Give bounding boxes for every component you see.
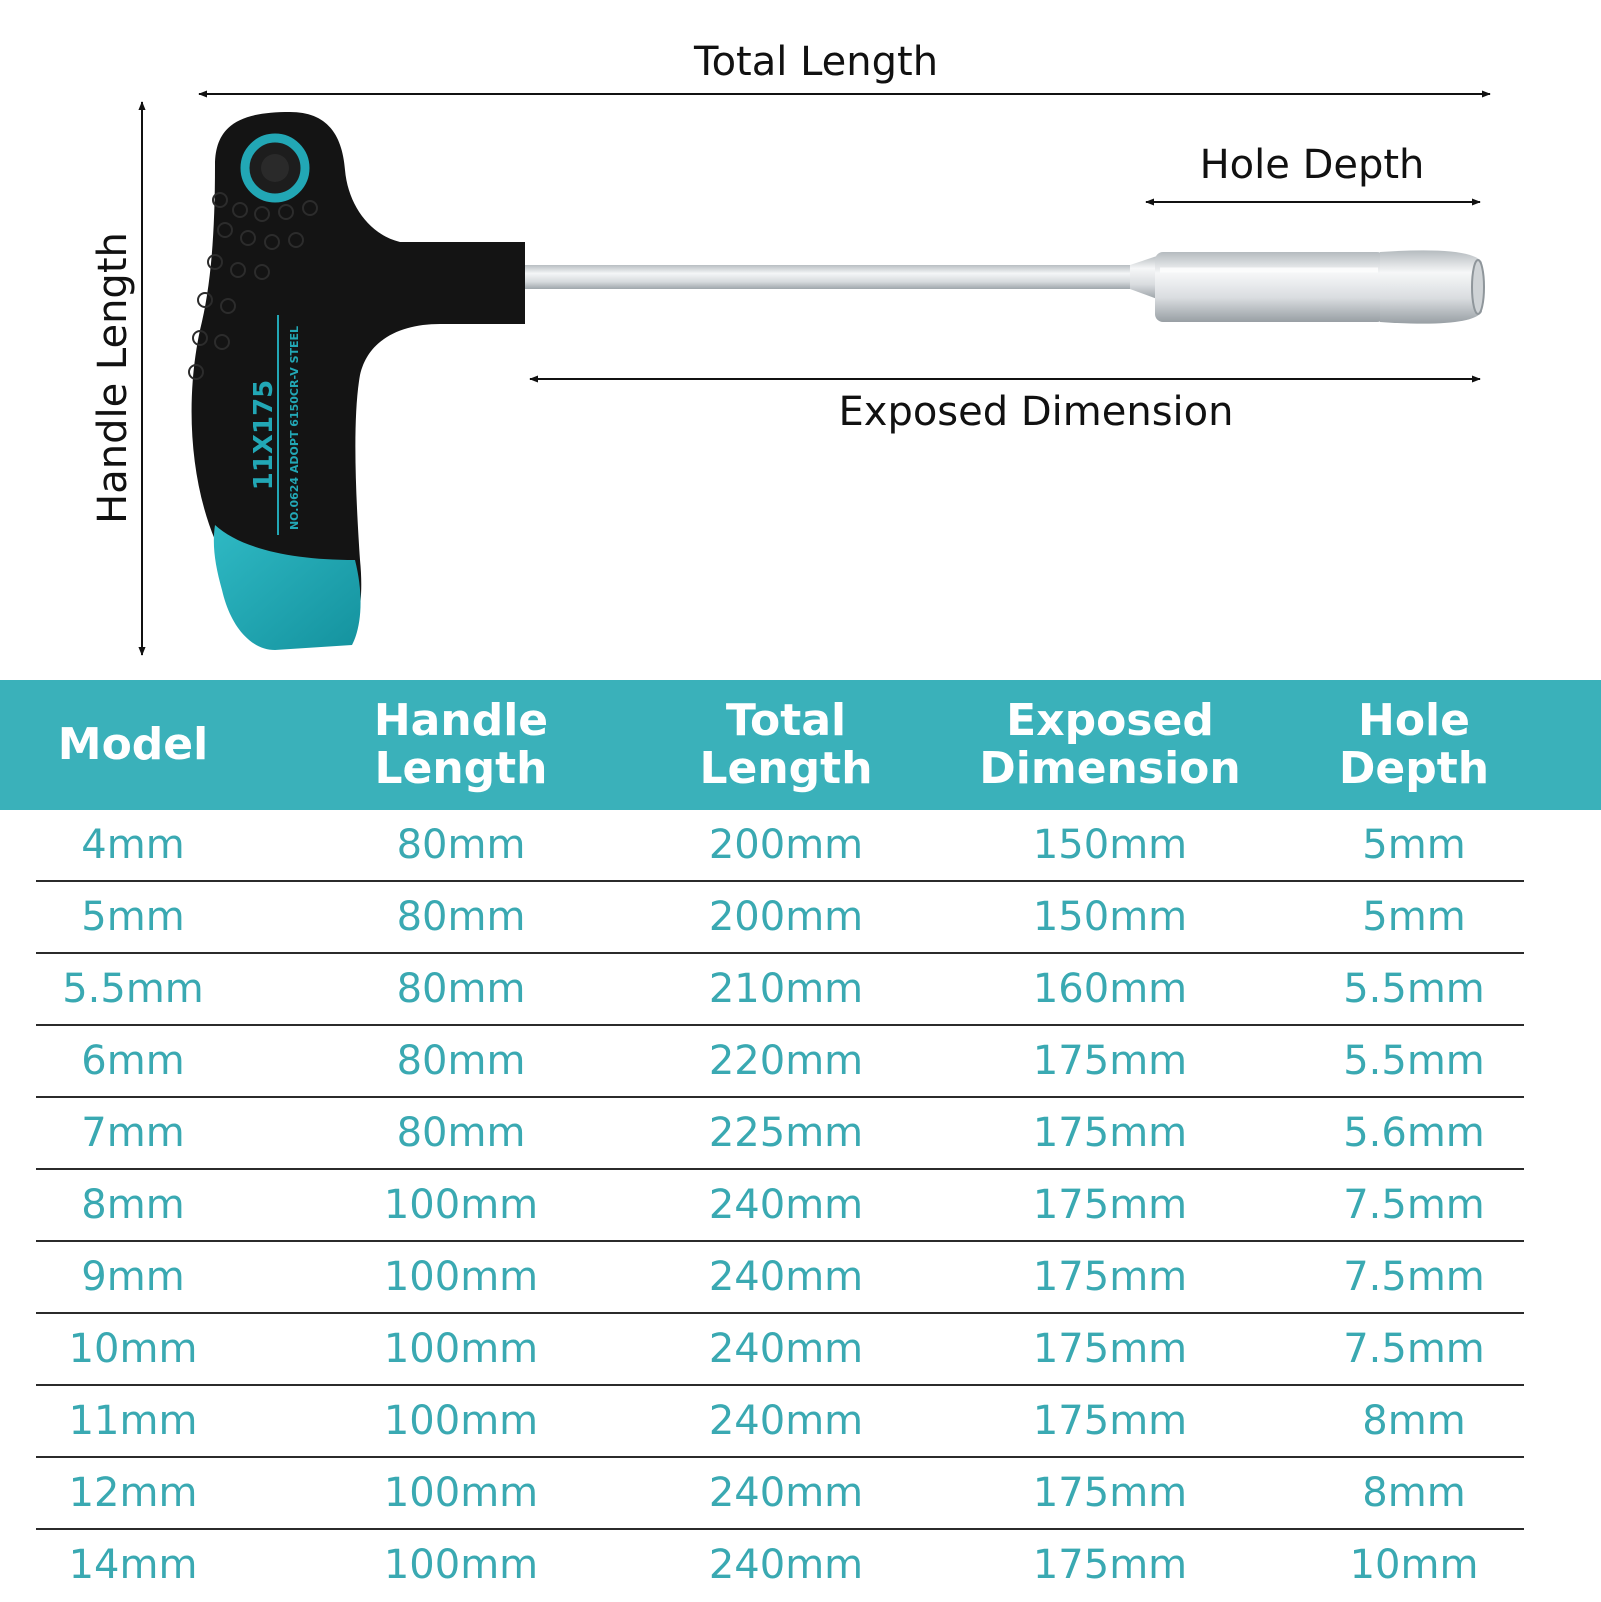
cell-model: 9mm: [81, 1254, 185, 1300]
cell-exposed-dimension: 175mm: [1032, 1110, 1188, 1156]
cell-model: 11mm: [68, 1398, 198, 1444]
cell-total-length: 240mm: [708, 1470, 864, 1516]
cell-exposed-dimension: 175mm: [1032, 1542, 1188, 1588]
cell-total-length: 240mm: [708, 1398, 864, 1444]
hole-depth-label: Hole Depth: [1199, 142, 1425, 188]
cell-exposed-dimension: 175mm: [1032, 1038, 1188, 1084]
cell-hole-depth: 10mm: [1349, 1542, 1479, 1588]
handle-size-mark: 11X175: [249, 379, 279, 491]
cell-total-length: 240mm: [708, 1542, 864, 1588]
cell-total-length: 240mm: [708, 1326, 864, 1372]
cell-total-length: 220mm: [708, 1038, 864, 1084]
cell-exposed-dimension: 175mm: [1032, 1254, 1188, 1300]
table-row: [0, 1170, 1601, 1242]
cell-model: 5.5mm: [62, 966, 204, 1012]
header-col-handle-length: Handle Length: [373, 695, 549, 794]
cell-exposed-dimension: 175mm: [1032, 1470, 1188, 1516]
cell-hole-depth: 7.5mm: [1343, 1182, 1485, 1228]
cell-handle-length: 100mm: [383, 1542, 539, 1588]
table-header: [0, 680, 1601, 810]
spec-table: [0, 680, 1601, 1601]
exposed-dimension-label: Exposed Dimension: [838, 389, 1234, 435]
cell-total-length: 225mm: [708, 1110, 864, 1156]
cell-total-length: 240mm: [708, 1182, 864, 1228]
table-row: [0, 1026, 1601, 1098]
table-row: [0, 1530, 1601, 1602]
cell-handle-length: 80mm: [396, 1038, 526, 1084]
cell-hole-depth: 5mm: [1362, 822, 1466, 868]
total-length-label: Total Length: [693, 39, 939, 85]
cell-exposed-dimension: 175mm: [1032, 1182, 1188, 1228]
cell-hole-depth: 7.5mm: [1343, 1326, 1485, 1372]
cell-total-length: 200mm: [708, 822, 864, 868]
cell-hole-depth: 5.5mm: [1343, 1038, 1485, 1084]
cell-exposed-dimension: 150mm: [1032, 894, 1188, 940]
table-row: [0, 882, 1601, 954]
cell-hole-depth: 5.5mm: [1343, 966, 1485, 1012]
cell-model: 6mm: [81, 1038, 185, 1084]
table-row: [0, 954, 1601, 1026]
wrench-handle: [189, 112, 525, 650]
wrench-shaft: [515, 255, 1160, 300]
cell-exposed-dimension: 150mm: [1032, 822, 1188, 868]
cell-total-length: 210mm: [708, 966, 864, 1012]
cell-exposed-dimension: 175mm: [1032, 1398, 1188, 1444]
cell-handle-length: 80mm: [396, 894, 526, 940]
socket-head: [1155, 250, 1484, 323]
table-row: [0, 1314, 1601, 1386]
cell-model: 10mm: [68, 1326, 198, 1372]
cell-hole-depth: 8mm: [1362, 1398, 1466, 1444]
cell-exposed-dimension: 175mm: [1032, 1326, 1188, 1372]
tool-dimension-diagram: [0, 0, 1601, 680]
cell-handle-length: 80mm: [396, 966, 526, 1012]
handle-steel-mark: NO.0624 ADOPT 6150CR-V STEEL: [288, 325, 301, 531]
cell-model: 7mm: [81, 1110, 185, 1156]
cell-handle-length: 100mm: [383, 1398, 539, 1444]
header-col-model: Model: [57, 719, 209, 770]
table-row: [0, 810, 1601, 882]
cell-total-length: 200mm: [708, 894, 864, 940]
cell-handle-length: 100mm: [383, 1326, 539, 1372]
cell-hole-depth: 8mm: [1362, 1470, 1466, 1516]
cell-model: 8mm: [81, 1182, 185, 1228]
cell-handle-length: 80mm: [396, 1110, 526, 1156]
cell-handle-length: 80mm: [396, 822, 526, 868]
cell-handle-length: 100mm: [383, 1254, 539, 1300]
cell-model: 14mm: [68, 1542, 198, 1588]
handle-length-label: Handle Length: [90, 232, 136, 524]
cell-hole-depth: 5.6mm: [1343, 1110, 1485, 1156]
header-col-exposed-dimension: Exposed Dimension: [979, 695, 1241, 794]
cell-model: 4mm: [81, 822, 185, 868]
cell-hole-depth: 5mm: [1362, 894, 1466, 940]
header-col-total-length: Total Length: [699, 695, 873, 794]
header-col-hole-depth: Hole Depth: [1338, 695, 1490, 794]
cell-total-length: 240mm: [708, 1254, 864, 1300]
table-row: [0, 1386, 1601, 1458]
table-row: [0, 1458, 1601, 1530]
cell-model: 5mm: [81, 894, 185, 940]
table-row: [0, 1098, 1601, 1170]
cell-exposed-dimension: 160mm: [1032, 966, 1188, 1012]
cell-model: 12mm: [68, 1470, 198, 1516]
table-row: [0, 1242, 1601, 1314]
cell-hole-depth: 7.5mm: [1343, 1254, 1485, 1300]
cell-handle-length: 100mm: [383, 1182, 539, 1228]
cell-handle-length: 100mm: [383, 1470, 539, 1516]
